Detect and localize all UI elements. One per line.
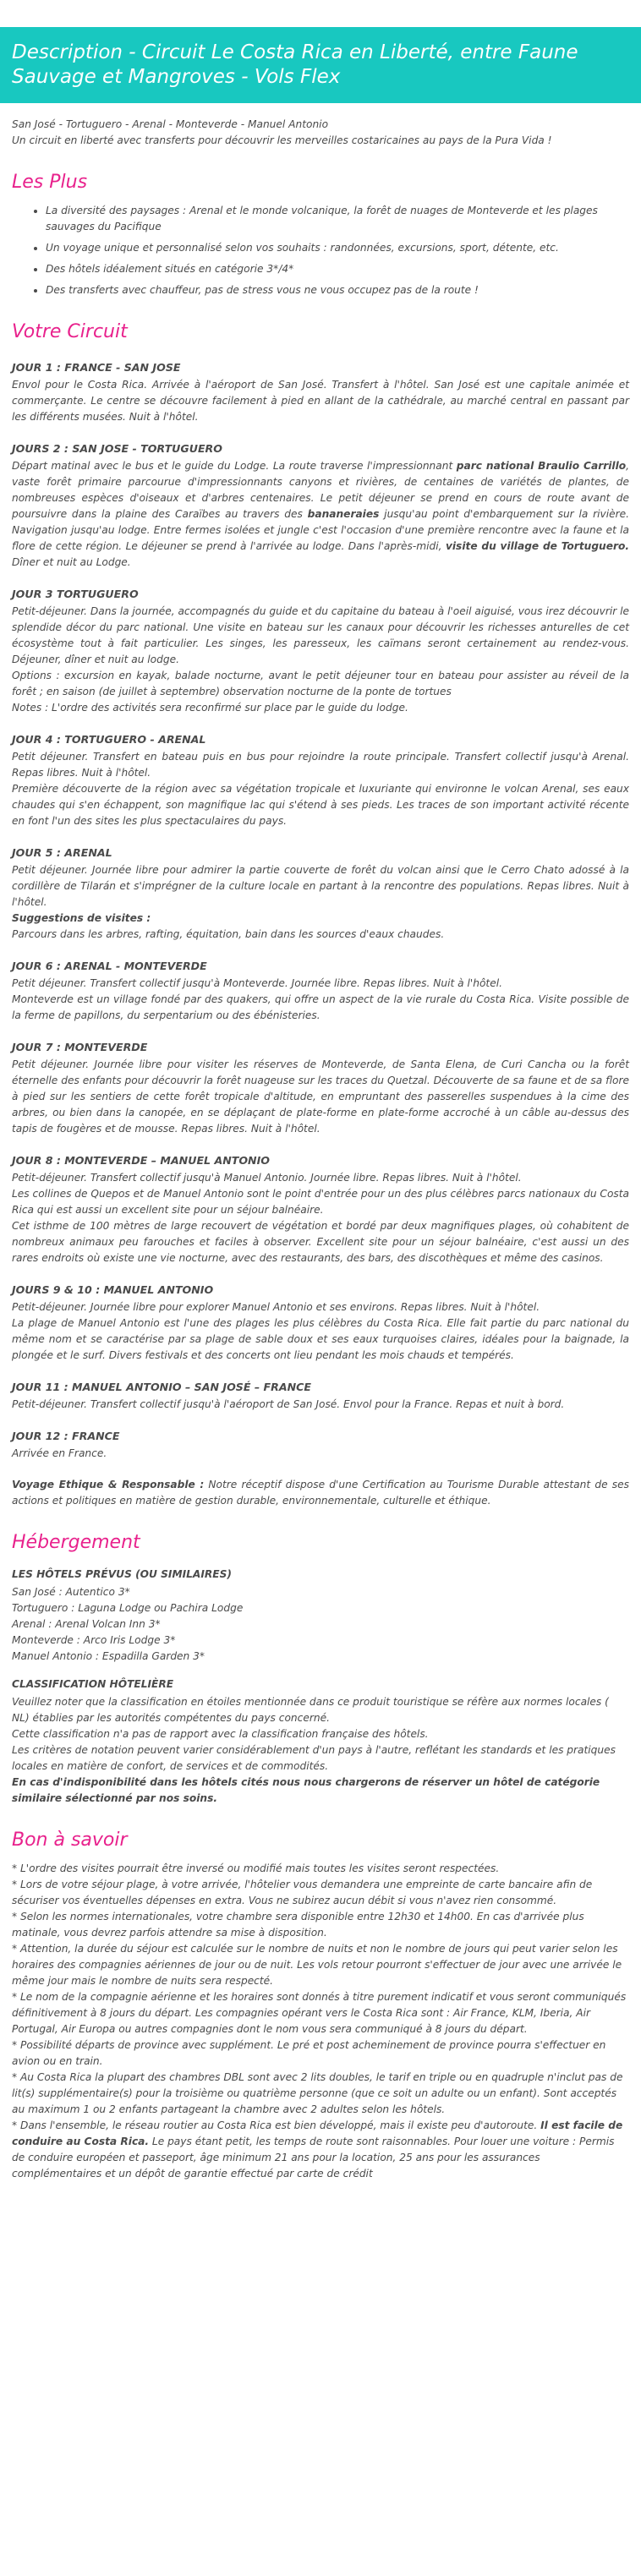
itinerary [12, 359, 629, 1462]
text-run: Les critères de notation peuvent varier considérablement d'un pays à l'autre, reflétant les standards et les pratiques locales en matière de confort, de services et de commodités. [12, 1744, 616, 1772]
text-run: Parcours dans les arbres, rafting, équitation, bain dans les sources d'eaux chaudes. [12, 928, 445, 940]
classification-paragraph [12, 1775, 629, 1807]
responsible-travel-note [12, 1477, 629, 1509]
text-run: * Au Costa Rica la plupart des chambres DBL sont avec 2 lits doubles, le tarif en triple ou en quadruple n'inclut pas de lit(s) supplémentaire(s) pour la troisième ou quatrième personne (que ce soit un adulte ou un enfant). Sont acceptés au maximum 1 ou 2 enfants partageant la chambre avec 2 adultes selon les hôtels. [12, 2071, 623, 2115]
text-run: Voyage Ethique & Responsable : [12, 1479, 205, 1490]
day-text [12, 377, 629, 425]
section-heading-bon-savoir: Bon à savoir [12, 1829, 128, 1851]
day-title: JOUR 12 : FRANCE [12, 1430, 120, 1442]
itinerary-day [12, 958, 629, 1024]
day-title: JOURS 9 & 10 : MANUEL ANTONIO [12, 1283, 214, 1296]
text-run: Veuillez noter que la classification en étoiles mentionnée dans ce produit touristique se réfère aux normes locales ( NL) établies par les autorités compétentes du pays concerné. [12, 1696, 609, 1724]
page [0, 27, 641, 2199]
day-text [12, 781, 629, 829]
classification-title: CLASSIFICATION HÔTELIÈRE [12, 1678, 174, 1690]
text-run: Petit déjeuner. Transfert en bateau puis en bus pour rejoindre la route principale. Transfert collectif jusqu'à Arenal. Repas libres. Nuit à l'hôtel. [12, 751, 629, 779]
text-run: * Dans l'ensemble, le réseau routier au Costa Rica est bien développé, mais il existe peu d'autoroute. [12, 2119, 541, 2131]
day-title: JOUR 7 : MONTEVERDE [12, 1041, 148, 1053]
hotel-item: Manuel Antonio : Espadilla Garden 3* [12, 1650, 205, 1662]
text-run: Options : excursion en kayak, balade nocturne, avant le petit déjeuner tour en bateau pour assister au réveil de la forêt ; en saison (de juillet à septembre) observation nocturne de la ponte de tortues [12, 670, 629, 697]
text-run: Petit-déjeuner. Transfert collectif jusqu'à l'aéroport de San José. Envol pour la France. Repas et nuit à bord. [12, 1398, 565, 1410]
text-run: Petit déjeuner. Journée libre pour visiter les réserves de Monteverde, de Santa Elena, de Curi Cancha ou la forêt éternelle des enfants pour découvrir la forêt nuageuse sur les traces du Quetzal. Découverte de sa faune et de sa flore à pied sur les sentiers de cette forêt tropicale d'altitude, en empruntant des passerelles suspendues à la cime des arbres, ou bien dans la canopée, en se déplaçant de plate-forme en plate-forme accroché à un câble au-dessus des tapis de fougères et de mousse. Repas libres. Nuit à l'hôtel. [12, 1058, 629, 1135]
text-run: Petit déjeuner. Transfert collectif jusqu'à Monteverde. Journée libre. Repas libres. Nuit à l'hôtel. [12, 977, 502, 989]
text-run: Il est facile de conduire au Costa Rica. [12, 2119, 623, 2147]
text-run: Le pays étant petit, les temps de route sont raisonnables. Pour louer une voiture : Permis de conduire européen et passeport, âge minimum 21 ans pour la location, 25 ans pour les assurances complémentaires et un dépôt de garantie effectué par carte de crédit [12, 2136, 615, 2179]
good-to-know-item [12, 1877, 629, 1909]
text-run: Suggestions de visites : [12, 912, 151, 924]
classification-text [12, 1694, 629, 1807]
good-to-know-item [12, 1909, 629, 1941]
plus-item: • Des hôtels idéalement situés en catégorie 3*/4* [46, 261, 629, 277]
day-title: JOUR 11 : MANUEL ANTONIO – SAN JOSÉ – FRANCE [12, 1381, 311, 1393]
day-text [12, 911, 629, 927]
section-heading-circuit: Votre Circuit [12, 321, 128, 342]
hotels-list [12, 1584, 629, 1665]
text-run: Petit déjeuner. Journée libre pour admirer la partie couverte de forêt du volcan ainsi que le Cerro Chato adossé à la cordillère de Tilarán et s'imprégner de la culture locale en partant à la rencontre des populations. Repas libres. Nuit à l'hôtel. [12, 864, 629, 908]
day-text [12, 1186, 629, 1218]
day-text [12, 1446, 629, 1462]
day-text [12, 927, 629, 943]
day-title: JOUR 6 : ARENAL - MONTEVERDE [12, 960, 207, 972]
text-run: * L'ordre des visites pourrait être inversé ou modifié mais toutes les visites seront respectées. [12, 1862, 500, 1874]
text-run: Départ matinal avec le bus et le guide du Lodge. La route traverse l'impressionnant [12, 460, 457, 472]
text-run: La plage de Manuel Antonio est l'une des plages les plus célèbres du Costa Rica. Elle fait partie du parc national du même nom et se caractérise par sa plage de sable doux et ses eaux turquoises claires, idéales pour la baignade, la plongée et le surf. Divers festivals et des concerts ont lieu pendant les mois chauds et tempérés. [12, 1317, 629, 1361]
day-text [12, 862, 629, 911]
hotel-item: Arenal : Arenal Volcan Inn 3* [12, 1618, 161, 1630]
good-to-know-item [12, 1941, 629, 1989]
day-text [12, 976, 629, 992]
plus-item: • Des transferts avec chauffeur, pas de stress vous ne vous occupez pas de la route ! [46, 282, 629, 298]
day-text [12, 668, 629, 700]
day-text [12, 1057, 629, 1137]
good-to-know-item [12, 1989, 629, 2037]
text-run: Première découverte de la région avec sa végétation tropicale et luxuriante qui environne le volcan Arenal, ses eaux chaudes qui s'en échappent, son magnifique lac qui s'étend à ses pieds. Les traces de son important activité récente en font l'un des sites les plus spectaculaires du pays. [12, 783, 629, 827]
itinerary-day [12, 1282, 629, 1364]
day-title: JOURS 2 : SAN JOSE - TORTUGUERO [12, 442, 222, 455]
good-to-know-item [12, 2037, 629, 2070]
text-run: Envol pour le Costa Rica. Arrivée à l'aéroport de San José. Transfert à l'hôtel. San José est une capitale animée et commerçante. Le centre se découvre facilement à pied en allant de la cathédrale, au marché central en passant par les différents musées. Nuit à l'hôtel. [12, 379, 629, 423]
text-run: * Le nom de la compagnie aérienne et les horaires sont donnés à titre purement indicatif et vous seront communiqués définitivement à 8 jours du départ. Les compagnies opérant vers le Costa Rica sont : Air France, KLM, Iberia, Air Portugal, Air Europa ou autres compagnies dont le nom vous sera communiqué à 8 jours du départ. [12, 1991, 627, 2035]
hotel-item: Monteverde : Arco Iris Lodge 3* [12, 1634, 176, 1646]
text-run: Cette classification n'a pas de rapport avec la classification française des hôtels. [12, 1728, 429, 1740]
text-run: Dîner et nuit au Lodge. [12, 556, 131, 568]
text-run: Les collines de Quepos et de Manuel Antonio sont le point d'entrée pour un des plus célèbres parcs nationaux du Costa Rica qui est aussi un excellent site pour un séjour balnéaire. [12, 1188, 629, 1216]
itinerary-day [12, 731, 629, 829]
classification-paragraph [12, 1694, 629, 1726]
itinerary-day [12, 845, 629, 943]
text-run: Petit-déjeuner. Journée libre pour explorer Manuel Antonio et ses environs. Repas libres. Nuit à l'hôtel. [12, 1301, 540, 1313]
page-title-banner [0, 27, 641, 103]
itinerary-day [12, 1428, 629, 1462]
text-run: * Possibilité départs de province avec supplément. Le pré et post acheminement de province pourra s'effectuer en avion ou en train. [12, 2039, 606, 2067]
text-run: , vaste forêt primaire parcourue d'impressionnants canyons et rivières, de centaines de variétés de plantes, de nombreuses espèces d'oiseaux et d'arbres centenaires. Le petit déjeuner se prend en cours de route avant de poursuivre dans la plaine des Caraïbes au travers des [12, 460, 629, 520]
day-title: JOUR 4 : TORTUGUERO - ARENAL [12, 733, 206, 746]
hotels-title: LES HÔTELS PRÉVUS (OU SIMILAIRES) [12, 1568, 232, 1580]
text-run: jusqu'au point d'embarquement sur la rivière. Navigation jusqu'au lodge. Entre fermes isolées et jungle c'est l'occasion d'une première rencontre avec la faune et la flore de cette région. Le déjeuner se prend à l'arrivée au lodge. Dans l'après-midi, [12, 508, 629, 552]
section-heading-plus: Les Plus [12, 172, 88, 193]
plus-list [12, 203, 629, 298]
good-to-know-item [12, 2070, 629, 2118]
day-title: JOUR 3 TORTUGUERO [12, 588, 139, 600]
text-run: Arrivée en France. [12, 1447, 107, 1459]
page-title: Description - Circuit Le Costa Rica en Liberté, entre Faune Sauvage et Mangroves - Vols Flex [12, 41, 578, 88]
good-to-know-item [12, 1861, 629, 1877]
text-run: Notre réceptif dispose d'une Certification au Tourisme Durable attestant de ses actions et politiques en matière de gestion durable, environnementale, culturelle et éthique. [12, 1479, 629, 1507]
text-run: Petit-déjeuner. Dans la journée, accompagnés du guide et du capitaine du bateau à l'oeil aiguisé, vous irez découvrir le splendide décor du parc national. Une visite en bateau sur les canaux pour découvrir les richesses anturelles de cet écosystème tout à fait particulier. Les singes, les paresseux, les caïmans seront certainement au rendez-vous. Déjeuner, dîner et nuit au lodge. [12, 605, 629, 665]
text-run: En cas d'indisponibilité dans les hôtels cités nous nous chargerons de réserver un hôtel de catégorie similaire sélectionné par nos soins. [12, 1776, 600, 1804]
itinerary-day [12, 359, 629, 425]
day-text [12, 1218, 629, 1266]
text-run: * Attention, la durée du séjour est calculée sur le nombre de nuits et non le nombre de jours qui peut varier selon les horaires des compagnies aériennes de jour ou de nuit. Les vols retour pourront s'effectuer de jour avec une arrivée le même jour mais le nombre de nuits sera respecté. [12, 1943, 622, 1987]
itinerary-day [12, 1152, 629, 1266]
text-run: Petit-déjeuner. Transfert collectif jusqu'à Manuel Antonio. Journée libre. Repas libres. Nuit à l'hôtel. [12, 1172, 522, 1184]
day-text [12, 1315, 629, 1364]
plus-item: • Un voyage unique et personnalisé selon vos souhaits : randonnées, excursions, sport, détente, etc. [46, 240, 629, 256]
itinerary-day [12, 586, 629, 716]
day-text [12, 1397, 629, 1413]
text-run: * Lors de votre séjour plage, à votre arrivée, l'hôtelier vous demandera une empreinte de carte bancaire afin de sécuriser vos éventuelles dépenses en extra. Vous ne subirez aucun débit si vous n'avez rien consommé. [12, 1879, 593, 1906]
hotel-item: San José : Autentico 3* [12, 1586, 130, 1598]
day-text [12, 458, 629, 571]
day-title: JOUR 5 : ARENAL [12, 846, 112, 859]
plus-item: • La diversité des paysages : Arenal et le monde volcanique, la forêt de nuages de Monteverde et les plages sauvages du Pacifique [46, 203, 629, 235]
text-run: parc national Braulio Carrillo [456, 460, 627, 472]
day-title: JOUR 1 : FRANCE - SAN JOSE [12, 361, 181, 374]
route-line: San José - Tortuguero - Arenal - Monteverde - Manuel Antonio [12, 118, 329, 130]
day-text [12, 604, 629, 668]
good-to-know-list [12, 1861, 629, 2182]
text-run: visite du village de Tortuguero. [445, 540, 630, 552]
day-title: JOUR 8 : MONTEVERDE – MANUEL ANTONIO [12, 1154, 270, 1167]
classification-paragraph [12, 1742, 629, 1775]
itinerary-day [12, 440, 629, 571]
text-run: Monteverde est un village fondé par des quakers, qui offre un aspect de la vie rurale du Costa Rica. Visite possible de la ferme de papillons, du serpentarium ou des ébénisteries. [12, 993, 629, 1021]
itinerary-day [12, 1379, 629, 1413]
day-text [12, 749, 629, 781]
day-text [12, 992, 629, 1024]
text-run: bananeraies [307, 508, 380, 520]
day-text [12, 1299, 629, 1315]
section-heading-hebergement: Hébergement [12, 1532, 140, 1553]
tagline: Un circuit en liberté avec transferts pour découvrir les merveilles costaricaines au pays de la Pura Vida ! [12, 134, 552, 146]
day-text [12, 700, 629, 716]
text-run: * Selon les normes internationales, votre chambre sera disponible entre 12h30 et 14h00. En cas d'arrivée plus matinale, vous devrez parfois attendre sa mise à disposition. [12, 1911, 584, 1939]
hotel-item: Tortuguero : Laguna Lodge ou Pachira Lodge [12, 1602, 244, 1614]
good-to-know-item [12, 2118, 629, 2182]
text-run: Cet isthme de 100 mètres de large recouvert de végétation et bordé par deux magnifiques plages, où cohabitent de nombreux animaux peu farouches et faciles à observer. Excellent site pour un séjour balnéaire, c'est aussi un des rares endroits où existe une vie nocturne, avec des restaurants, des bars, des discothèques et même des casinos. [12, 1220, 629, 1264]
text-run: Notes : L'ordre des activités sera reconfirmé sur place par le guide du lodge. [12, 702, 408, 714]
day-text [12, 1170, 629, 1186]
intro [12, 117, 629, 149]
itinerary-day [12, 1039, 629, 1137]
classification-paragraph [12, 1726, 629, 1742]
content [0, 117, 641, 2182]
